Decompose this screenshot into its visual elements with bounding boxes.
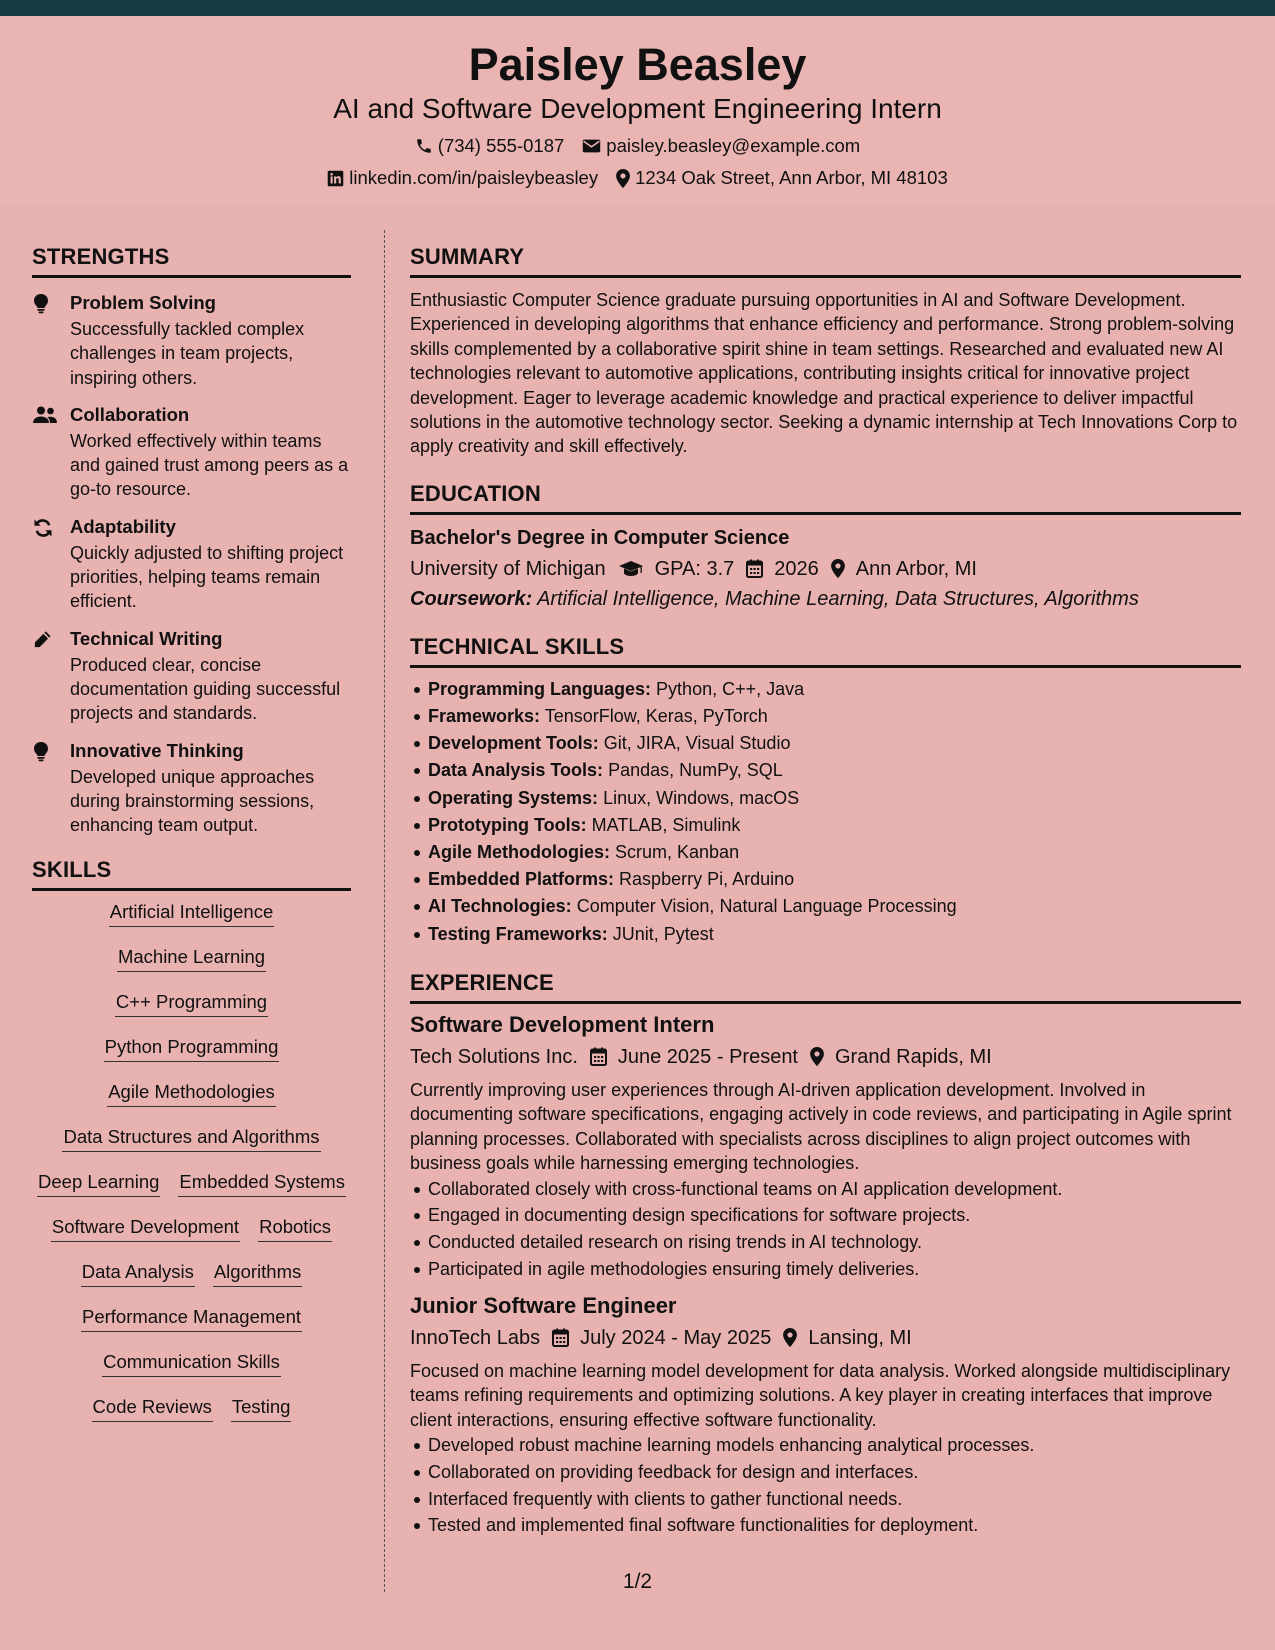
coursework-list: Artificial Intelligence, Machine Learning, Data Structures, Algorithms xyxy=(537,587,1139,610)
list-item xyxy=(410,757,1241,784)
skill-tag: Algorithms xyxy=(213,1261,302,1287)
contact-row-1 xyxy=(0,135,1275,157)
tech-skill-value: Computer Vision, Natural Language Processing xyxy=(576,896,957,917)
gpa-text: GPA: 3.7 xyxy=(654,557,735,580)
skill-tag: Robotics xyxy=(258,1216,332,1242)
summary-heading: SUMMARY xyxy=(410,244,1241,278)
experience-heading: EXPERIENCE xyxy=(410,970,1241,1004)
strength-title: Collaboration xyxy=(70,403,190,425)
top-bar xyxy=(0,0,1275,16)
list-item: Collaborated on providing feedback for design and interfaces. xyxy=(410,1459,1241,1486)
skill-tag: Code Reviews xyxy=(92,1396,213,1422)
map-pin-icon xyxy=(831,559,845,578)
skill-tag: Data Analysis xyxy=(81,1261,195,1287)
tech-skill-value: JUnit, Pytest xyxy=(612,923,714,944)
tech-skill-label: Prototyping Tools: xyxy=(428,814,587,835)
school-name: University of Michigan xyxy=(410,557,606,580)
skill-tag: Deep Learning xyxy=(37,1171,160,1197)
company-name: InnoTech Labs xyxy=(410,1326,541,1349)
contact-email[interactable] xyxy=(582,135,860,157)
skill-tag: Testing xyxy=(231,1396,292,1422)
job-summary: Currently improving user experiences through AI-driven application development. Involved in documenting software specifications, engaging actively in code reviews, and participating in Agile sprint planning processes. Collaborated with specialists across disciplines to align project outcomes with business goals while harnessing emerging technologies. xyxy=(410,1079,1232,1174)
list-item: Conducted detailed research on rising trends in AI technology. xyxy=(410,1229,1241,1256)
job-location: Grand Rapids, MI xyxy=(835,1045,992,1068)
refresh-icon xyxy=(33,525,53,542)
strength-desc: Developed unique approaches during brainstorming sessions, enhancing team output. xyxy=(70,766,315,836)
list-item xyxy=(410,703,1241,730)
strength-item xyxy=(32,292,351,390)
map-pin-icon xyxy=(616,169,630,188)
email-text[interactable]: paisley.beasley@example.com xyxy=(606,135,861,156)
tech-skill-label: Programming Languages: xyxy=(428,678,652,699)
map-pin-icon xyxy=(783,1328,797,1347)
graduation-cap-icon xyxy=(618,560,644,578)
degree-title: Bachelor's Degree in Computer Science xyxy=(410,526,790,549)
strength-item xyxy=(32,740,351,838)
summary-text: Enthusiastic Computer Science graduate pursuing opportunities in AI and Software Development. Experienced in developing algorithms that enhance efficiency and performance. Strong problem-solving skills complemented by a collaborative spirit shine in team settings. Researched and evaluated new AI technologies relevant to automotive applications, contributing insights critical for innovative project development. Eager to leverage academic knowledge and practical experience to deliver impactful solutions in the automotive technology sector. Seeking a dynamic internship at Tech Innovations Corp to apply creativity and skill effectively. xyxy=(410,290,1238,457)
tech-skill-label: Data Analysis Tools: xyxy=(428,760,604,781)
list-item: Interfaced frequently with clients to gather functional needs. xyxy=(410,1486,1241,1513)
tech-skill-label: Testing Frameworks: xyxy=(428,923,608,944)
skill-tag: Software Development xyxy=(51,1216,240,1242)
tech-skill-label: Frameworks: xyxy=(428,706,541,727)
list-item xyxy=(410,812,1241,839)
education-heading: EDUCATION xyxy=(410,481,1241,515)
skill-tag: Agile Methodologies xyxy=(107,1081,276,1107)
job-bullets xyxy=(410,1176,1241,1283)
list-item xyxy=(410,921,1241,948)
tech-skill-label: Development Tools: xyxy=(428,733,599,754)
job-entry xyxy=(410,1293,1241,1539)
list-item: Collaborated closely with cross-functional teams on AI application development. xyxy=(410,1176,1241,1203)
strength-item xyxy=(32,516,351,614)
job-dates: June 2025 - Present xyxy=(617,1045,798,1068)
skill-tag: Artificial Intelligence xyxy=(109,901,275,927)
list-item xyxy=(410,839,1241,866)
linkedin-icon xyxy=(327,170,344,187)
strength-item xyxy=(32,628,351,726)
strength-title: Technical Writing xyxy=(70,627,223,649)
list-item xyxy=(410,866,1241,893)
strengths-heading: STRENGTHS xyxy=(32,244,351,278)
tech-skill-label: AI Technologies: xyxy=(428,896,572,917)
skill-tag: Communication Skills xyxy=(102,1351,281,1377)
skill-tag: C++ Programming xyxy=(115,991,268,1017)
job-meta xyxy=(410,1044,1241,1070)
tech-skill-value: Git, JIRA, Visual Studio xyxy=(603,733,791,754)
strength-desc: Successfully tackled complex challenges in team projects, inspiring others. xyxy=(70,319,305,388)
job-title: Junior Software Engineer xyxy=(410,1292,677,1318)
pencil-icon xyxy=(33,636,52,653)
skill-tag: Data Structures and Algorithms xyxy=(62,1126,320,1152)
strength-title: Innovative Thinking xyxy=(70,739,244,761)
list-item: Developed robust machine learning models enhancing analytical processes. xyxy=(410,1432,1241,1459)
list-item xyxy=(410,893,1241,920)
technical-skills-list xyxy=(410,676,1241,948)
skill-tag: Embedded Systems xyxy=(178,1171,346,1197)
skill-tag: Python Programming xyxy=(104,1036,280,1062)
candidate-name: Paisley Beasley xyxy=(468,39,807,90)
skills-heading: SKILLS xyxy=(32,857,351,891)
strength-desc: Produced clear, concise documentation guiding successful projects and standards. xyxy=(70,654,341,724)
company-name: Tech Solutions Inc. xyxy=(410,1045,578,1068)
school-location: Ann Arbor, MI xyxy=(855,557,977,580)
coursework-line xyxy=(410,586,1241,612)
map-pin-icon xyxy=(810,1047,824,1066)
technical-skills-heading: TECHNICAL SKILLS xyxy=(410,634,1241,668)
list-item xyxy=(410,785,1241,812)
calendar-icon xyxy=(552,1328,569,1347)
phone-text: (734) 555-0187 xyxy=(437,135,565,156)
contact-phone xyxy=(415,135,565,157)
contact-linkedin[interactable] xyxy=(327,167,598,189)
linkedin-text[interactable]: linkedin.com/in/paisleybeasley xyxy=(349,167,599,188)
contact-address xyxy=(616,167,948,189)
job-dates: July 2024 - May 2025 xyxy=(580,1326,772,1349)
lightbulb-icon xyxy=(33,301,49,318)
strength-desc: Worked effectively within teams and gained trust among peers as a go-to resource. xyxy=(70,430,349,500)
lightbulb-icon xyxy=(33,749,49,766)
skills-list xyxy=(32,901,351,1441)
contact-row-2 xyxy=(0,167,1275,189)
tech-skill-value: Python, C++, Java xyxy=(656,678,805,699)
page-number: 1/2 xyxy=(622,1570,653,1593)
graduation-year: 2026 xyxy=(774,557,819,580)
job-meta xyxy=(410,1325,1241,1351)
list-item: Tested and implemented final software functionalities for deployment. xyxy=(410,1512,1241,1539)
tech-skill-value: Raspberry Pi, Arduino xyxy=(619,869,795,890)
tech-skill-value: TensorFlow, Keras, PyTorch xyxy=(544,706,768,727)
tech-skill-label: Agile Methodologies: xyxy=(428,842,610,863)
tech-skill-value: Scrum, Kanban xyxy=(615,842,740,863)
column-divider xyxy=(384,230,385,1592)
left-column xyxy=(32,244,351,1441)
list-item xyxy=(410,730,1241,757)
tech-skill-value: MATLAB, Simulink xyxy=(591,814,741,835)
education-meta xyxy=(410,556,1241,582)
tech-skill-label: Embedded Platforms: xyxy=(428,869,615,890)
job-summary: Focused on machine learning model development for data analysis. Worked alongside multidisciplinary teams refining requirements and optimizing solutions. A key player in creating interfaces that improve client interactions, ensuring effective software functionality. xyxy=(410,1360,1231,1430)
resume-header xyxy=(0,16,1275,204)
envelope-icon xyxy=(582,138,601,154)
tech-skill-value: Pandas, NumPy, SQL xyxy=(608,760,783,781)
strength-item xyxy=(32,404,351,502)
strength-title: Problem Solving xyxy=(70,292,216,313)
tech-skill-label: Operating Systems: xyxy=(428,787,599,808)
strength-desc: Quickly adjusted to shifting project priorities, helping teams remain efficient. xyxy=(70,542,344,612)
calendar-icon xyxy=(590,1047,607,1066)
calendar-icon xyxy=(746,559,763,578)
tech-skill-value: Linux, Windows, macOS xyxy=(603,787,800,808)
candidate-headline: AI and Software Development Engineering Intern xyxy=(333,93,942,124)
job-location: Lansing, MI xyxy=(808,1326,912,1349)
list-item: Participated in agile methodologies ensuring timely deliveries. xyxy=(410,1256,1241,1283)
address-text: 1234 Oak Street, Ann Arbor, MI 48103 xyxy=(635,167,948,188)
right-column xyxy=(410,244,1241,1539)
job-bullets xyxy=(410,1432,1241,1539)
job-entry xyxy=(410,1012,1241,1283)
phone-icon xyxy=(415,137,433,155)
coursework-label: Coursework: xyxy=(410,587,533,610)
job-title: Software Development Intern xyxy=(410,1011,715,1037)
skill-tag: Machine Learning xyxy=(117,946,266,972)
list-item xyxy=(410,676,1241,703)
list-item: Engaged in documenting design specifications for software projects. xyxy=(410,1202,1241,1229)
users-icon xyxy=(33,411,57,428)
strength-title: Adaptability xyxy=(70,515,176,537)
skill-tag: Performance Management xyxy=(81,1306,302,1332)
